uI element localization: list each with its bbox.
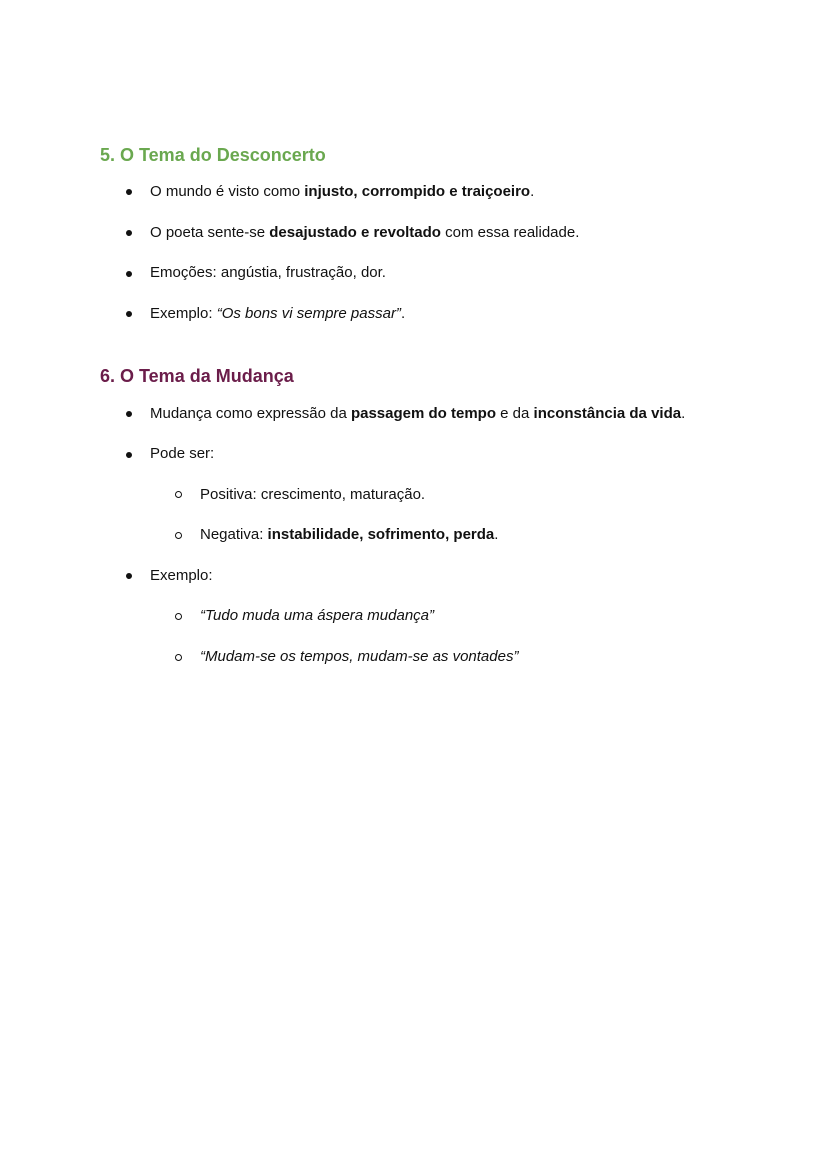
circle-bullet-icon: [175, 613, 182, 620]
item-bold-text: injusto, corrompido e traiçoeiro: [304, 183, 531, 200]
bullet-icon: [126, 411, 132, 417]
section-6-title: 6. O Tema da Mudança: [100, 366, 294, 386]
item-text: Exemplo:: [150, 567, 213, 584]
item-bold-text: passagem do tempo: [350, 405, 496, 422]
item-text: Negativa:: [200, 526, 268, 543]
bullet-icon: [126, 189, 132, 195]
section-5-title: 5. O Tema do Desconcerto: [100, 145, 326, 165]
item-quote-text: “Os bons vi sempre passar”: [216, 305, 401, 322]
item-text: Mudança como expressão da: [150, 405, 351, 422]
item-quote-text: “Mudam-se os tempos, mudam-se as vontades”: [200, 648, 519, 665]
item-text: .: [494, 526, 499, 543]
list-item: [150, 223, 579, 243]
bullet-icon: [126, 311, 132, 317]
list-item: [150, 182, 534, 202]
item-text: O poeta sente-se: [150, 224, 270, 241]
sub-list-item: [200, 485, 425, 505]
list-item: [150, 404, 685, 424]
circle-bullet-icon: [175, 532, 182, 539]
item-text: .: [400, 305, 406, 322]
bullet-icon: [126, 573, 132, 579]
item-text: Pode ser:: [150, 445, 215, 462]
list-item: [150, 304, 405, 324]
item-quote-text: “Tudo muda uma áspera mudança”: [200, 607, 435, 624]
sub-list-item: [200, 606, 434, 626]
bullet-icon: [126, 452, 132, 458]
bullet-icon: [126, 230, 132, 236]
sub-list-item: [200, 647, 518, 667]
item-text: .: [530, 183, 535, 200]
item-text: e da: [496, 405, 534, 422]
bullet-icon: [126, 271, 132, 277]
list-item: [150, 566, 213, 586]
circle-bullet-icon: [175, 654, 182, 661]
item-bold-text: inconstância da vida: [533, 405, 682, 422]
item-text: Positiva: crescimento, maturação.: [200, 486, 426, 503]
item-bold-text: instabilidade, sofrimento, perda: [267, 526, 495, 543]
sub-list-item: [200, 525, 498, 545]
list-item: [150, 444, 214, 464]
item-text: com essa realidade.: [440, 224, 580, 241]
list-item: [150, 263, 386, 283]
item-text: Emoções: angústia, frustração, dor.: [150, 264, 386, 281]
item-text: O mundo é visto como: [150, 183, 305, 200]
item-text: .: [681, 405, 686, 422]
item-bold-text: desajustado e revoltado: [269, 224, 441, 241]
item-text: Exemplo:: [150, 305, 217, 322]
circle-bullet-icon: [175, 491, 182, 498]
